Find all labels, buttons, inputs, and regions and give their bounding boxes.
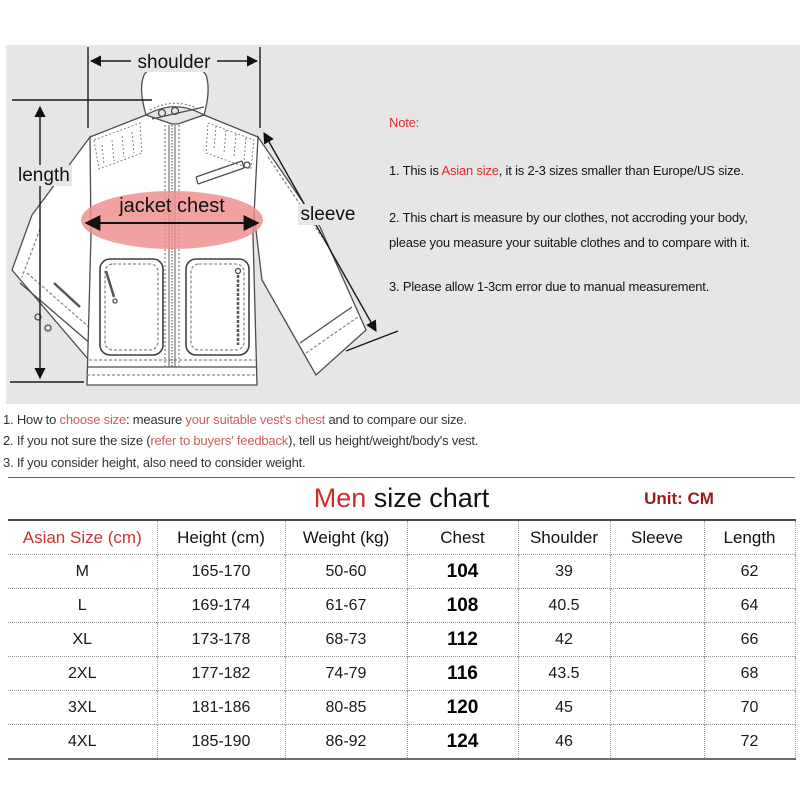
table-row-l	[8, 589, 795, 623]
tip-1-choose-size: choose size	[59, 412, 126, 427]
table-row-m	[8, 555, 795, 589]
cell-sleeve	[610, 623, 704, 657]
note-1-pre: 1. This is	[389, 163, 442, 178]
tip-item-3: 3. If you consider height, also need to consider weight.	[3, 455, 306, 470]
col-shoulder: Shoulder	[518, 520, 610, 555]
tip-1-pre: 1. How to	[3, 412, 60, 427]
size-table	[8, 519, 796, 760]
size-chart-title	[314, 483, 490, 513]
cell-chest: 116	[407, 657, 518, 691]
notes-heading: Note:	[389, 115, 420, 130]
cell-size: 2XL	[8, 657, 157, 691]
tip-item-1	[3, 412, 467, 427]
cell-size: L	[8, 589, 157, 623]
cell-height: 181-186	[157, 691, 285, 725]
cell-chest: 120	[407, 691, 518, 725]
cell-sleeve	[610, 725, 704, 760]
cell-shoulder: 40.5	[518, 589, 610, 623]
cell-length: 70	[704, 691, 795, 725]
note-1-asian-size: Asian size	[441, 163, 499, 178]
title-rest: size chart	[373, 483, 490, 513]
col-asian-size: Asian Size (cm)	[22, 527, 142, 547]
cell-chest: 112	[407, 623, 518, 657]
cell-shoulder: 43.5	[518, 657, 610, 691]
cell-sleeve	[610, 691, 704, 725]
cell-weight: 61-67	[285, 589, 407, 623]
note-item-2	[389, 205, 750, 255]
cell-length: 66	[704, 623, 795, 657]
cell-height: 173-178	[157, 623, 285, 657]
size-chart	[8, 477, 795, 760]
cell-height: 177-182	[157, 657, 285, 691]
cell-shoulder: 42	[518, 623, 610, 657]
tip-2-pre: 2. If you not sure the size (	[3, 433, 151, 448]
col-chest: Chest	[407, 520, 518, 555]
tip-1-mid: : measure	[125, 412, 186, 427]
table-row-4xl	[8, 725, 795, 760]
tip-1-vest-chest: your suitable vest's chest	[185, 412, 326, 427]
cell-chest: 124	[407, 725, 518, 760]
cell-shoulder: 45	[518, 691, 610, 725]
cell-length: 64	[704, 589, 795, 623]
unit-label: Unit: CM	[644, 489, 714, 508]
cell-sleeve	[610, 555, 704, 589]
tip-2-feedback: refer to buyers' feedback	[150, 433, 289, 448]
cell-chest: 104	[407, 555, 518, 589]
cell-size: 3XL	[8, 691, 157, 725]
cell-weight: 50-60	[285, 555, 407, 589]
cell-shoulder: 46	[518, 725, 610, 760]
cell-weight: 80-85	[285, 691, 407, 725]
cell-length: 62	[704, 555, 795, 589]
cell-height: 165-170	[157, 555, 285, 589]
cell-size: XL	[8, 623, 157, 657]
jacket-chest-label: jacket chest	[119, 195, 225, 217]
cell-length: 72	[704, 725, 795, 760]
header-row	[8, 520, 795, 555]
note-2-line1: 2. This chart is measure by our clothes, not accroding your body,	[389, 210, 748, 225]
notes-section	[389, 100, 800, 400]
length-label: length	[18, 165, 70, 186]
col-length: Length	[704, 520, 795, 555]
cell-height: 169-174	[157, 589, 285, 623]
cell-length: 68	[704, 657, 795, 691]
sleeve-label: sleeve	[300, 204, 356, 225]
note-item-3: 3. Please allow 1-3cm error due to manual measurement.	[389, 279, 710, 294]
cell-chest: 108	[407, 589, 518, 623]
col-height: Height (cm)	[157, 520, 285, 555]
title-men: Men	[313, 483, 374, 513]
cell-weight: 74-79	[285, 657, 407, 691]
size-chart-title-row	[8, 478, 795, 519]
cell-sleeve	[610, 589, 704, 623]
cell-sleeve	[610, 657, 704, 691]
cell-weight: 86-92	[285, 725, 407, 760]
cell-weight: 68-73	[285, 623, 407, 657]
shoulder-label: shoulder	[137, 52, 211, 73]
table-row-3xl	[8, 691, 795, 725]
table-row-2xl	[8, 657, 795, 691]
jacket-diagram	[0, 45, 400, 403]
tip-2-post: ), tell us height/weight/body's vest.	[288, 433, 479, 448]
table-row-xl	[8, 623, 795, 657]
note-1-post: , it is 2-3 sizes smaller than Europe/US size.	[498, 163, 744, 178]
col-sleeve: Sleeve	[610, 520, 704, 555]
col-weight: Weight (kg)	[285, 520, 407, 555]
tip-item-2	[3, 433, 478, 448]
note-item-1	[389, 158, 744, 183]
note-2-line2: please you measure your suitable clothes and to compare with it.	[389, 235, 750, 250]
cell-size: 4XL	[8, 725, 157, 760]
cell-height: 185-190	[157, 725, 285, 760]
cell-shoulder: 39	[518, 555, 610, 589]
tip-1-post: and to compare our size.	[325, 412, 467, 427]
cell-size: M	[8, 555, 157, 589]
